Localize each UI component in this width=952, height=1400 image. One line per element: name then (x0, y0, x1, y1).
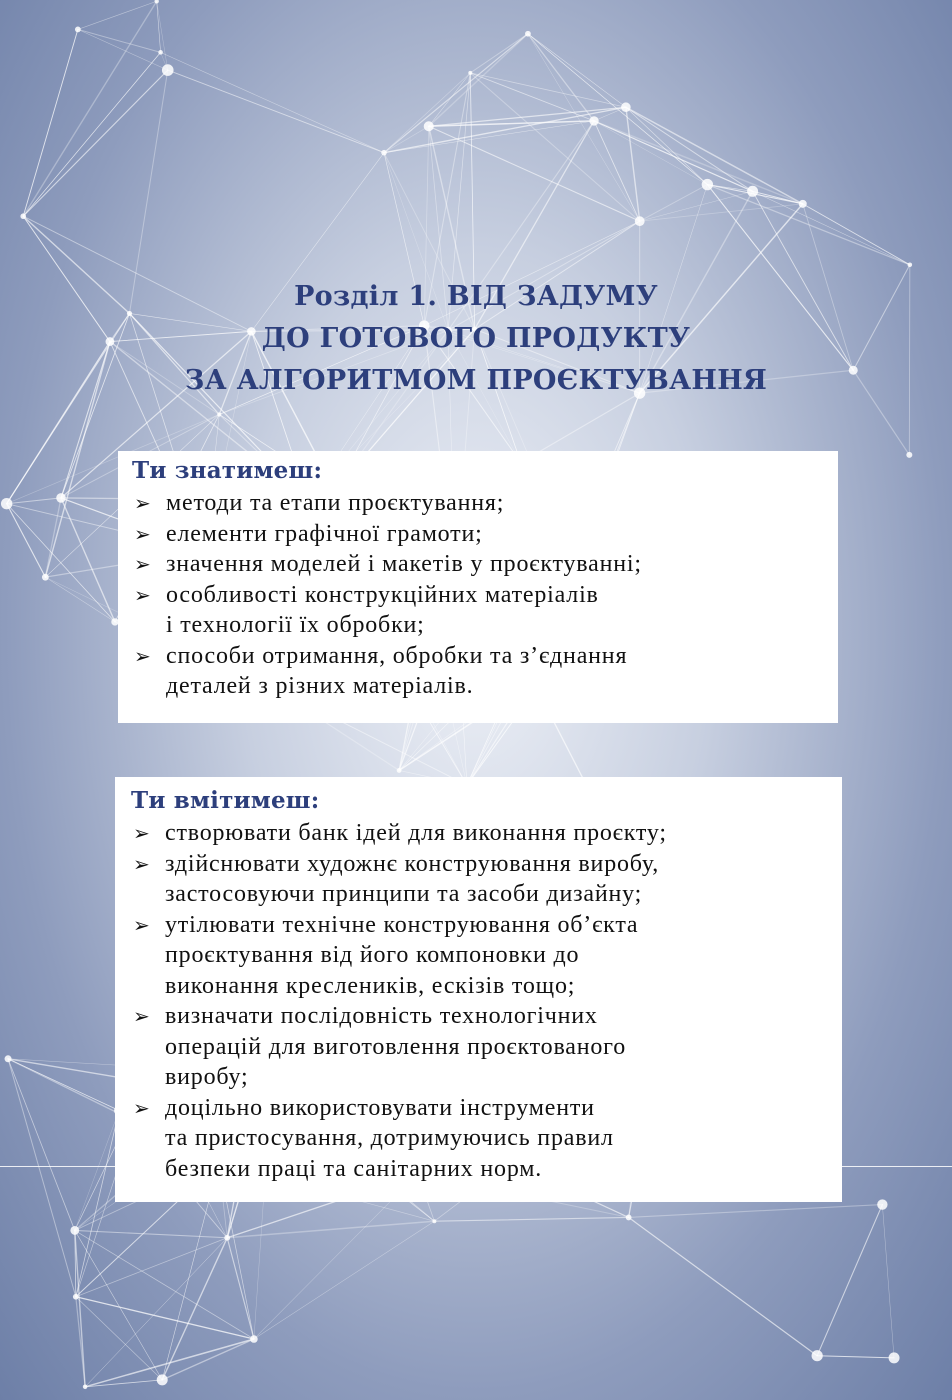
list-item (131, 818, 828, 849)
arrowhead-bullet-icon: ➢ (134, 552, 152, 576)
list-item-line: безпеки праці та санітарних норм. (165, 1155, 543, 1182)
list-item (131, 849, 828, 910)
list-item-line: значення моделей і макетів у проєктуванні; (166, 551, 642, 577)
list-item-line: проєктування від його компоновки до (165, 942, 580, 968)
list-item-line: елементи графічної грамоти; (166, 520, 483, 547)
list-item-line: утілювати технічне конструювання об’єкта (165, 911, 639, 938)
list-item-line: методи та етапи проєктування; (166, 490, 505, 516)
chapter-title-line: ЗА АЛГОРИТМОМ ПРОЄКТУВАННЯ (184, 365, 768, 396)
list-item (131, 1001, 828, 1093)
list-item (132, 641, 824, 702)
arrowhead-bullet-icon: ➢ (134, 521, 152, 546)
list-item-line: доцільно використовувати інструменти (165, 1094, 595, 1121)
list-item (132, 519, 824, 550)
list-item (131, 910, 828, 1002)
list-item-line: і технології їх обробки; (166, 612, 425, 638)
arrowhead-bullet-icon: ➢ (134, 491, 152, 515)
arrowhead-bullet-icon: ➢ (133, 1095, 151, 1120)
skills-list (131, 818, 828, 1184)
list-item-line: створювати банк ідей для виконання проєкту; (165, 820, 667, 846)
knowledge-box (118, 451, 838, 723)
list-item (132, 488, 824, 519)
list-item-line: особливості конструкційних матеріалів (166, 581, 599, 608)
skills-box (115, 777, 842, 1202)
arrowhead-bullet-icon: ➢ (133, 912, 151, 937)
list-item-line: способи отримання, обробки та з’єднання (166, 642, 628, 669)
list-item-line: застосовуючи принципи та засоби дизайну; (165, 881, 643, 907)
arrowhead-bullet-icon: ➢ (133, 851, 151, 876)
list-item-line: виконання креслеників, ескізів тощо; (165, 972, 576, 999)
list-item-line: та пристосування, дотримуючись правил (165, 1125, 614, 1151)
list-item-line: визначати послідовність технологічних (165, 1003, 598, 1029)
chapter-title (0, 276, 952, 402)
knowledge-list (132, 488, 824, 702)
chapter-title-line: Розділ 1. ВІД ЗАДУМУ (294, 281, 658, 312)
arrowhead-bullet-icon: ➢ (133, 821, 151, 845)
knowledge-heading: Ти знатимеш: (132, 457, 323, 484)
chapter-title-line: ДО ГОТОВОГО ПРОДУКТУ (261, 323, 691, 354)
skills-heading: Ти вмітимеш: (131, 787, 320, 814)
list-item-line: операцій для виготовлення проєктованого (165, 1033, 626, 1060)
list-item (132, 580, 824, 641)
arrowhead-bullet-icon: ➢ (134, 582, 152, 607)
list-item (131, 1093, 828, 1185)
arrowhead-bullet-icon: ➢ (133, 1004, 151, 1028)
list-item-line: здійснювати художнє конструювання виробу, (165, 850, 660, 877)
list-item (132, 549, 824, 580)
list-item-line: виробу; (165, 1064, 249, 1090)
list-item-line: деталей з різних матеріалів. (166, 673, 474, 699)
arrowhead-bullet-icon: ➢ (134, 643, 152, 668)
